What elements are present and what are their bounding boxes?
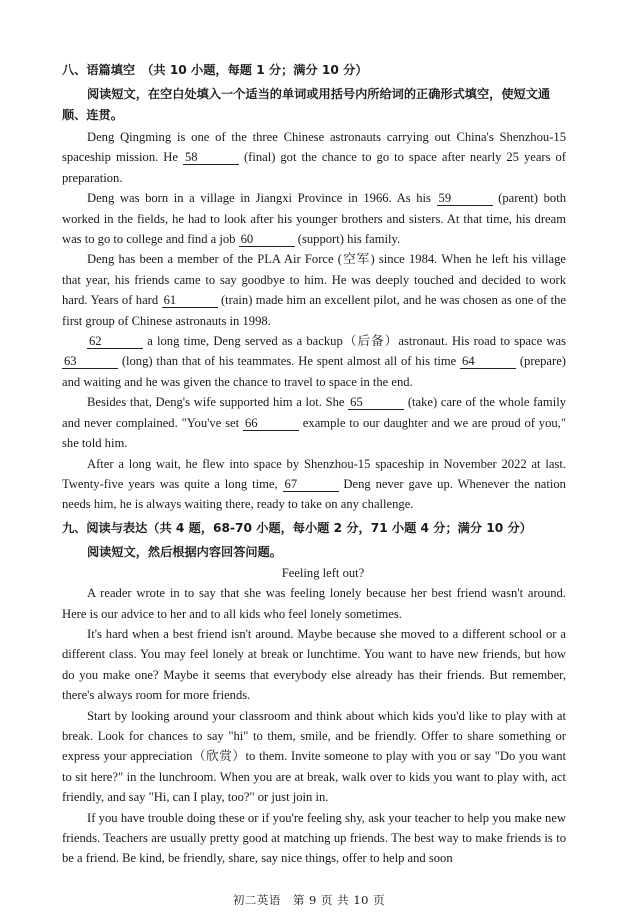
blank-59[interactable]: 59 [437, 192, 493, 206]
s8-paragraph-2: Deng was born in a village in Jiangxi Province in 1966. As his 59 (parent) both worked in the fields, he had to look after his younger brothers and sisters. At that time, his dream was to go to college and find a job 60 (support) his family. [62, 191, 566, 247]
s9-paragraph-1: A reader wrote in to say that she was feeling lonely because her best friend wasn't around. Here is our advice to her and to all kids who feel lonely sometimes. [62, 586, 566, 621]
blank-65[interactable]: 65 [348, 396, 404, 410]
blank-58[interactable]: 58 [183, 151, 239, 165]
blank-60[interactable]: 60 [239, 233, 295, 247]
article-title: Feeling left out? [281, 565, 365, 580]
s8-paragraph-5: Besides that, Deng's wife supported him a lot. She 65 (take) care of the whole family and never complained. "You've set 66 example to our daughter and we are proud of you," she told him. [62, 395, 566, 451]
blank-64[interactable]: 64 [460, 355, 516, 369]
s8-paragraph-4: 62 a long time, Deng served as a backup（后备）astronaut. His road to space was 63 (long) than that of his teammates. He spent almost all of his time 64 (prepare) and waiting and he was given the chance to travel to space in the end. [62, 334, 566, 389]
section9-instruction: 阅读短文，然后根据内容回答问题。 [87, 544, 282, 559]
blank-61[interactable]: 61 [162, 294, 218, 308]
blank-67[interactable]: 67 [283, 478, 339, 492]
page-footer: 初二英语 第 9 页 共 10 页 [232, 893, 386, 907]
blank-66[interactable]: 66 [243, 417, 299, 431]
section8-instruction: 阅读短文，在空白处填入一个适当的单词或用括号内所给词的正确形式填空，使短文通顺、连贯。 [62, 87, 551, 122]
s8-paragraph-6: After a long wait, he flew into space by Shenzhou-15 spaceship in November 2022 at last. Twenty-five years was quite a long time, 67 Deng never gave up. Whenever the nation needs him, he is always waiting there, ready to take on any challenge. [62, 456, 566, 512]
blank-62[interactable]: 62 [87, 335, 143, 349]
s9-paragraph-3: Start by looking around your classroom and think about which kids you'd like to play with at break. Look for chances to say "hi" to them, smile, and be friendly. Offer to share something or express your appreciation（欣赏）to them. Invite someone to play with you or say "Do you want to sit here?" in the lunchroom. When you are at break, walk over to kids you want to play with, act friendly, and say "Hi, can I play, too?" or just join in. [62, 708, 566, 805]
s8-paragraph-1: Deng Qingming is one of the three Chinese astronauts carrying out China's Shenzhou-15 spaceship mission. He 58 (final) got the chance to go to space after nearly 25 years of preparation. [62, 130, 566, 185]
s9-paragraph-4: If you have trouble doing these or if you're feeling shy, ask your teacher to help you make new friends. Teachers are usually pretty good at matching up friends. The best way to make friends is to be a friend. Be kind, be friendly, share, say nice things, offer to help and soon [62, 810, 566, 866]
s8-paragraph-3: Deng has been a member of the PLA Air Force (空军) since 1984. When he left his village that year, his friends came to say goodbye to him. He was deeply touched and decided to work hard. Years of hard 61 (train) made him an excellent pilot, and he was chosen as one of the first group of Chinese astronauts in 1998. [62, 252, 566, 328]
section9-title: 九、阅读与表达（共 4 题，68-70 小题，每小题 2 分，71 小题 4 分；满分 10 分） [62, 520, 532, 535]
blank-63[interactable]: 63 [62, 355, 118, 369]
section8-title: 八、语篇填空 （共 10 小题，每题 1 分；满分 10 分） [62, 63, 368, 77]
s9-paragraph-2: It's hard when a best friend isn't around. Maybe because she moved to a different school or a different class. You may feel lonely at break or lunchtime. You want to have new friends, but how do you make one? Maybe it seems that everybody else already has their friends. But remember, there's always room for more friends. [62, 626, 566, 703]
